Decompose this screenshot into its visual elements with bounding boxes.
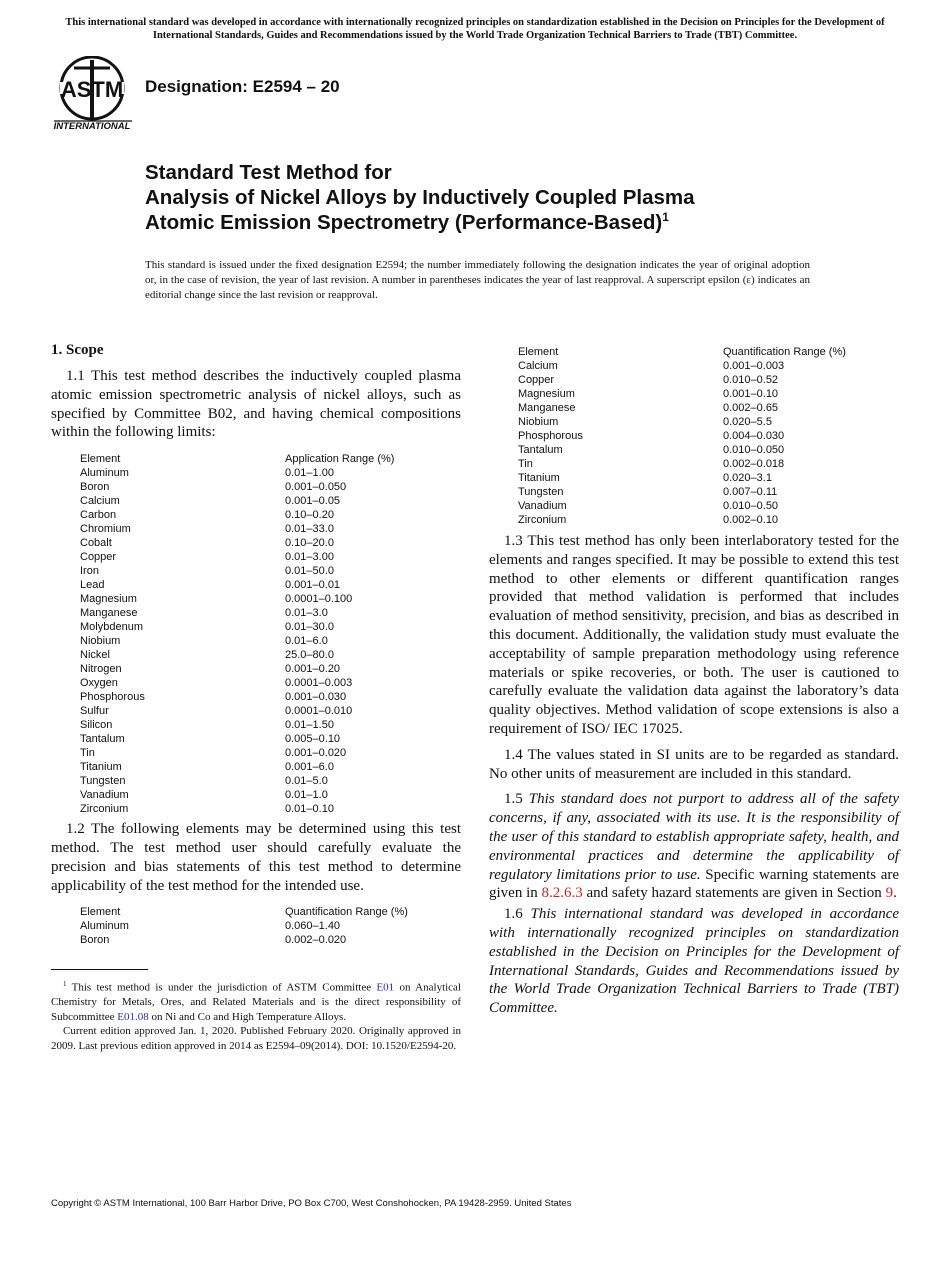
link-8-2-6-3[interactable]: 8.2.6.3 [541,885,583,902]
paragraph-1-5-mid: and safety hazard statements are given in Section [586,885,882,902]
logo-caption: INTERNATIONAL [53,121,131,132]
range-cell: 0.002–0.020 [285,934,347,947]
table-row [518,499,846,513]
element-name-cell: Cobalt [80,537,112,550]
table-row [80,690,394,704]
quantification-range-table-part2 [518,345,846,527]
right-column [489,345,899,1018]
range-cell: 0.01–50.0 [285,565,334,578]
column-header-element: Element [518,346,559,358]
application-range-table [80,452,394,816]
table-row [80,676,394,690]
table-header-row [80,452,394,466]
table-row [518,415,846,429]
range-cell: 0.004–0.030 [723,430,785,442]
range-cell: 0.01–1.00 [285,467,334,480]
quantification-range-table-part1 [80,905,408,947]
range-cell: 0.001–0.20 [285,663,341,676]
element-name-cell: Tantalum [518,444,563,456]
left-column [51,342,461,947]
range-cell: 0.01–1.0 [285,789,328,802]
range-cell: 0.10–0.20 [285,509,334,522]
element-name-cell: Oxygen [80,677,118,690]
footnote-text-c: on Ni and Co and High Temperature Alloys. [151,1010,347,1023]
column-header-range: Quantification Range (%) [723,346,846,358]
element-name-cell: Chromium [80,523,131,536]
element-name-cell: Titanium [80,761,122,774]
paragraph-1-6-italic: This international standard was developed in accordance with internationally recognized principles on standardization established in the Decision on Principles for the Development of International Standards, Guides and Recommendations issued by the World Trade Organization Technical Barriers to Trade (TBT) Committee. [489,906,900,1017]
range-cell: 0.002–0.10 [723,514,779,526]
paragraph-1-3: 1.3 This test method has only been interlaboratory tested for the elements and ranges specified. It may be possible to extend this test method to other elements or different quantification ranges provided that method validation is performed that includes evaluation of method sensitivity, precision, and bias as described in this document. Additionally, the validation study must evaluate the acceptability of sample preparation methodology using reference materials or spike recoveries, or both. The user is cautioned to carefully evaluate the validation data against the laboratory’s data quality objectives. Method validation of scope extensions is also a requirement of ISO/ IEC 17025. [489,533,899,737]
element-name-cell: Calcium [80,495,120,508]
range-cell: 0.01–3.00 [285,551,334,564]
range-cell: 0.0001–0.003 [285,677,353,690]
paragraph-1-5-italic: This standard does not purport to address all of the safety concerns, if any, associated with its use. It is the responsibility of the user of this standard to establish appropriate safety, health, and environmental practices and determine the applicability of regulatory limitations prior to use. [489,791,899,883]
table-row [80,933,408,947]
range-cell: 0.0001–0.100 [285,593,353,606]
table-row [80,746,394,760]
paragraph-1-5 [489,790,899,903]
element-name-cell: Tin [518,458,533,470]
footnote-rule [51,969,148,970]
table-row [80,606,394,620]
range-cell: 0.001–0.030 [285,691,347,704]
range-cell: 0.005–0.10 [285,733,341,746]
table-row [80,774,394,788]
table-row [80,466,394,480]
table-row [518,485,846,499]
table-row [80,718,394,732]
table-row [518,401,846,415]
range-cell: 0.020–3.1 [723,472,772,484]
issuance-note: This standard is issued under the fixed designation E2594; the number immediately following the designation indicates the year of original adoption or, in the case of revision, the year of last revision. A number in parentheses indicates the year of last reapproval. A superscript epsilon (ε) indicates an editorial change since the last revision or reapproval. [145,259,810,301]
paragraph-1-5-end: . [893,885,897,902]
element-name-cell: Nitrogen [80,663,122,676]
range-cell: 0.0001–0.010 [285,705,353,718]
table-row [80,919,408,933]
table-header-row [518,345,846,359]
element-name-cell: Nickel [80,649,110,662]
range-cell: 0.01–1.50 [285,719,334,732]
table-row [518,359,846,373]
paragraph-1-6 [489,905,899,1018]
element-name-cell: Zirconium [80,803,129,816]
element-name-cell: Copper [518,374,555,386]
paragraph-1-1: 1.1 This test method describes the inductively coupled plasma atomic emission spectrometric analysis of nickel alloys, such as specified by Committee B02, and having chemical compositions within the following limits: [51,368,461,441]
table-row [80,704,394,718]
paragraph-1-2: 1.2 The following elements may be determined using this test method. The test method user should carefully evaluate the precision and bias statements of this test method to determine applicability of the test method for the intended use. [51,821,461,894]
table-row [518,387,846,401]
column-header-range: Quantification Range (%) [285,906,408,919]
element-name-cell: Boron [80,934,110,947]
table-row [80,788,394,802]
range-cell: 0.01–30.0 [285,621,334,634]
table-row [518,443,846,457]
section-heading-scope: 1. Scope [51,342,104,358]
footnote-text-a: This test method is under the jurisdiction of ASTM Committee [71,981,372,994]
range-cell: 0.002–0.65 [723,402,779,414]
document-title [145,160,865,235]
element-name-cell: Carbon [80,509,117,522]
range-cell: 0.001–0.003 [723,360,785,372]
table-row [80,648,394,662]
table-row [80,620,394,634]
table-row [80,802,394,816]
table-row [80,536,394,550]
element-name-cell: Molybdenum [80,621,143,634]
table-row [80,760,394,774]
range-cell: 0.010–0.52 [723,374,779,386]
title-line-2: Analysis of Nickel Alloys by Inductively Coupled Plasma [145,186,695,209]
table-row [80,592,394,606]
element-name-cell: Boron [80,481,110,494]
link-section-9[interactable]: 9 [885,885,894,902]
title-footnote-mark[interactable]: 1 [662,210,669,225]
footnote-mark: 1 [63,980,67,988]
range-cell: 25.0–80.0 [285,649,334,662]
element-name-cell: Tantalum [80,733,125,746]
element-name-cell: Titanium [518,472,560,484]
paragraph-1-6-number: 1.6 [504,906,523,923]
table-row [80,662,394,676]
element-name-cell: Phosphorous [518,430,583,442]
range-cell: 0.001–0.01 [285,579,341,592]
table-row [518,373,846,387]
element-name-cell: Tin [80,747,95,760]
table-row [80,494,394,508]
range-cell: 0.001–0.05 [285,495,341,508]
range-cell: 0.010–0.50 [723,500,779,512]
element-name-cell: Calcium [518,360,558,372]
footnote-jurisdiction [51,977,461,1024]
table-row [80,564,394,578]
element-name-cell: Vanadium [518,500,567,512]
element-name-cell: Zirconium [518,514,567,526]
range-cell: 0.001–6.0 [285,761,334,774]
element-name-cell: Aluminum [80,920,129,933]
astm-logo-icon [52,56,136,132]
range-cell: 0.002–0.018 [723,458,785,470]
copyright-notice: Copyright © ASTM International, 100 Barr Harbor Drive, PO Box C700, West Conshohocken, PA 19428-2959. United States [51,1198,572,1209]
element-name-cell: Magnesium [518,388,575,400]
column-header-element: Element [80,906,121,919]
element-name-cell: Iron [80,565,99,578]
element-name-cell: Copper [80,551,117,564]
table-row [80,578,394,592]
range-cell: 0.01–0.10 [285,803,334,816]
column-header-element: Element [80,453,121,466]
paragraph-1-5-number: 1.5 [504,791,523,808]
range-cell: 0.01–5.0 [285,775,328,788]
paragraph-1-4: 1.4 The values stated in SI units are to be regarded as standard. No other units of measurement are included in this standard. [489,746,899,782]
table-row [80,550,394,564]
element-name-cell: Phosphorous [80,691,145,704]
range-cell: 0.01–3.0 [285,607,328,620]
table-row [518,471,846,485]
astm-logo [52,56,136,132]
range-cell: 0.10–20.0 [285,537,334,550]
international-standard-notice: This international standard was developed in accordance with internationally recognized principles on standardization established in the Decision on Principles for the Development of International Standards, Guides and Recommendations issued by the World Trade Organization Technical Barriers to Trade (TBT) Committee. [65,17,885,41]
element-name-cell: Manganese [518,402,576,414]
title-line-3-text: Atomic Emission Spectrometry (Performance-Based) [145,211,663,234]
title-line-1: Standard Test Method for [145,161,392,184]
footnote [51,977,461,1054]
element-name-cell: Silicon [80,719,113,732]
title-line-3 [145,210,865,235]
range-cell: 0.01–6.0 [285,635,328,648]
paragraph-1-5-pre: Specific warning statements are given in [489,866,899,902]
designation: Designation: E2594 – 20 [145,77,340,96]
range-cell: 0.01–33.0 [285,523,334,536]
element-name-cell: Manganese [80,607,138,620]
range-cell: 0.020–5.5 [723,416,772,428]
table-row [518,513,846,527]
range-cell: 0.001–0.050 [285,481,347,494]
element-name-cell: Niobium [518,416,559,428]
column-header-range: Application Range (%) [285,453,395,466]
table-row [80,732,394,746]
table-header-row [80,905,408,919]
table-row [80,634,394,648]
element-name-cell: Magnesium [80,593,137,606]
range-cell: 0.001–0.10 [723,388,779,400]
element-name-cell: Aluminum [80,467,129,480]
link-subcommittee-e01-08[interactable]: E01.08 [117,1010,149,1023]
range-cell: 0.010–0.050 [723,444,785,456]
element-name-cell: Lead [80,579,105,592]
element-name-cell: Tungsten [80,775,126,788]
element-name-cell: Vanadium [80,789,129,802]
range-cell: 0.060–1.40 [285,920,341,933]
link-committee-e01[interactable]: E01 [376,981,395,994]
footnote-text-b: on Analytical Chemistry for Metals, Ores, and Related Materials and is the direct responsibility of Subcommittee [51,981,461,1023]
element-name-cell: Tungsten [518,486,564,498]
table-row [80,522,394,536]
element-name-cell: Niobium [80,635,121,648]
table-row [80,508,394,522]
range-cell: 0.007–0.11 [723,486,778,498]
range-cell: 0.001–0.020 [285,747,347,760]
footnote-edition: Current edition approved Jan. 1, 2020. Published February 2020. Originally approved in 2009. Last previous edition approved in 2014 as E2594–09(2014). DOI: 10.1520/E2594-20. [51,1025,461,1053]
logo-letters: ASTM [60,77,124,102]
element-name-cell: Sulfur [80,705,109,718]
table-row [80,480,394,494]
table-row [518,457,846,471]
table-row [518,429,846,443]
